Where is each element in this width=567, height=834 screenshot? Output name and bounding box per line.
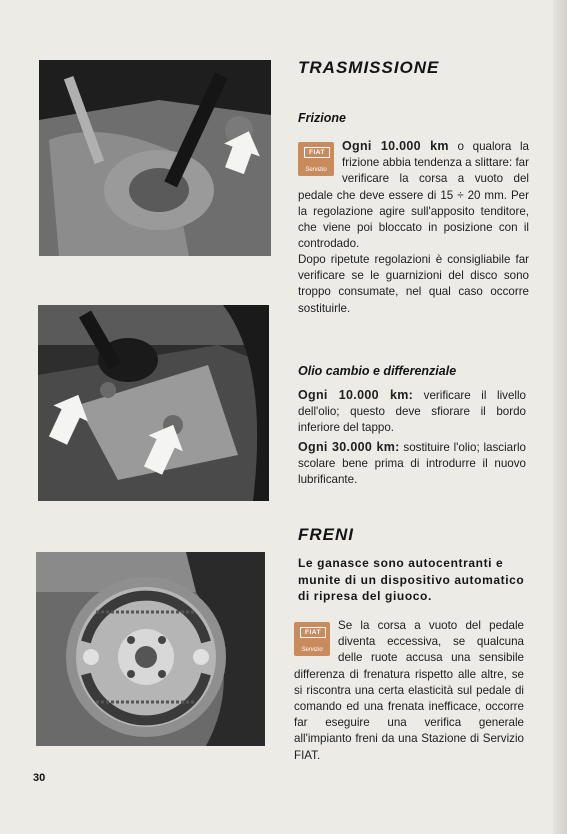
- servizio-logo-text: Servizio: [305, 167, 327, 173]
- subsection-title-frizione: Frizione: [298, 111, 346, 125]
- olio-interval-10000: Ogni 10.000 km:: [298, 388, 414, 402]
- gearbox-photo: [38, 305, 269, 501]
- clutch-photo: [39, 60, 271, 256]
- subsection-title-olio: Olio cambio e differenziale: [298, 364, 457, 378]
- frizione-instruction: o qualora la frizione abbia tendenza a slittare: far verificare la corsa a vuoto del pedale che deve essere di 15 ÷ 20 mm. Per la regolazione agire sull'apposito tenditore, che viene poi bloccato in posizione con il controdado.: [298, 140, 529, 251]
- page-spine-shadow: [553, 0, 567, 834]
- olio-paragraph-2: [298, 439, 526, 489]
- brake-photo: [36, 552, 265, 746]
- fiat-servizio-logo: [294, 622, 330, 656]
- freni-paragraph: [294, 618, 524, 764]
- olio-paragraph-1: [298, 387, 526, 437]
- frizione-interval: Ogni 10.000 km: [342, 139, 449, 153]
- page-number: 30: [33, 772, 46, 784]
- olio-replace-instruction: sostituire l'olio; lasciarlo scolare bene prima di introdurre il nuovo lubrificante.: [298, 441, 527, 487]
- olio-interval-30000: Ogni 30.000 km:: [298, 440, 400, 454]
- fiat-servizio-logo: [298, 142, 334, 176]
- servizio-logo-text: Servizio: [301, 647, 323, 653]
- section-title-freni: FRENI: [298, 525, 354, 544]
- freni-lead-text: Le ganasce sono autocentranti e munite di un dispositivo automatico di ripresa del giuoco.: [298, 556, 525, 603]
- olio-check-instruction: verificare il livello dell'olio; questo deve sfiorare il bordo inferiore del tappo.: [298, 389, 527, 435]
- fiat-logo-text: FIAT: [304, 147, 330, 158]
- freni-instruction: Se la corsa a vuoto del pedale diventa eccessiva, se qualcuna delle ruote accusa una sensibile differenza di frenatura rispetto alle altre, se si riscontra una certa elasticità sul pedale di comando ed una frenata inefficace, occorre far eseguire una verifica generale all'impianto freni da una Stazione di Servizio FIAT.: [294, 619, 524, 762]
- section-title-trasmissione: TRASMISSIONE: [298, 58, 440, 77]
- gearbox-illustration: [38, 305, 269, 501]
- brake-drum-illustration: [36, 552, 265, 746]
- fiat-logo-text: FIAT: [300, 627, 326, 638]
- frizione-paragraph-1: [298, 138, 529, 252]
- frizione-paragraph-2: Dopo ripetute regolazioni è consigliabile far verificare se le guarnizioni del disco sono troppo consumate, nel qual caso occorre sostituirle.: [298, 253, 529, 315]
- clutch-adjuster-illustration: [39, 60, 271, 256]
